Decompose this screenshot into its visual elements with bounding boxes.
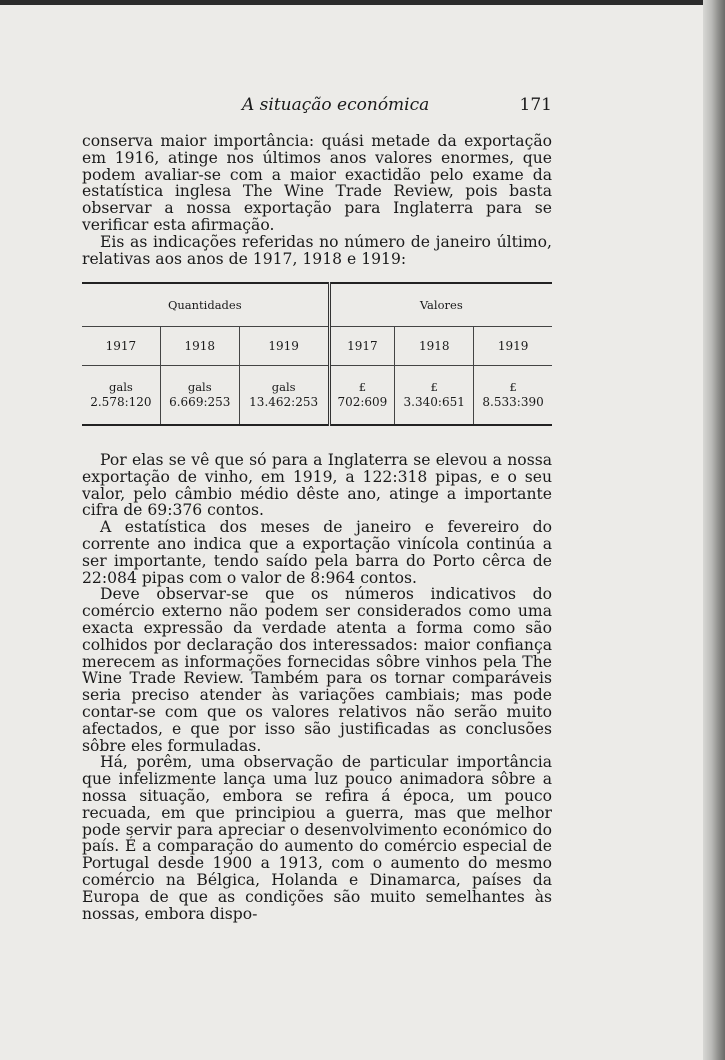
table-cell — [474, 366, 552, 426]
year-header: 1918 — [160, 327, 239, 366]
paragraph: Deve observar-se que os números indicativos do comércio externo não podem ser considerados como uma exacta expressão da verdade atenta a forma como são colhidos por declaração dos interessados: maior confiança merecem as informações fornecidas sôbre vinhos pela The Wine Trade Review. Também para os tornar comparáveis seria preciso atender às variações cambiais; mas pode contar-se com que os valores relativos não serão muito afectados, e que por isso são justificadas as conclusões sôbre eles formuladas. — [82, 585, 552, 755]
paragraph: conserva maior importância: quási metade da exportação em 1916, atinge nos últimos anos valores enormes, que podem avaliar-se com a maior exactidão pelo exame da estatística inglesa The Wine Trade Review, pois basta observar a nossa exportação para Inglaterra para se verificar esta afirmação. — [82, 132, 552, 234]
unit-label: £ — [358, 380, 367, 394]
table-cell — [82, 366, 160, 426]
paragraph: A estatística dos meses de janeiro e fevereiro do corrente ano indica que a exportação vinícola continúa a ser importante, tendo saído pela barra do Porto cêrca de 22:084 pipas com o valor de 8:964 contos. — [82, 518, 552, 587]
group-header-valores: Valores — [329, 283, 552, 327]
year-header: 1919 — [474, 327, 552, 366]
cell-value: 3.340:651 — [403, 395, 465, 409]
paragraph: Há, porêm, uma observação de particular importância que infelizmente lança uma luz pouco animadora sôbre a nossa situação, embora se refira á época, um pouco recuada, em que principiou a guerra, mas que melhor pode servir para apreciar o desenvolvimento económico do país. É a comparação do aumento do comércio especial de Portugal desde 1900 a 1913, com o aumento do mesmo comércio na Bélgica, Holanda e Dinamarca, países da Europa de que as condições são muito semelhantes às nossas, embora dispo- — [82, 753, 552, 923]
page-number: 171 — [519, 95, 552, 115]
year-header: 1917 — [82, 327, 160, 366]
year-header: 1917 — [329, 327, 395, 366]
cell-value: 6.669:253 — [169, 395, 231, 409]
unit-label: gals — [187, 380, 212, 394]
text-block-bottom — [82, 452, 552, 922]
page-top-edge — [0, 0, 725, 5]
cell-value: 8.533:390 — [482, 395, 544, 409]
cell-value: 702:609 — [337, 395, 388, 409]
unit-label: £ — [430, 380, 438, 394]
cell-value: 13.462:253 — [249, 395, 319, 409]
table-cell — [395, 366, 474, 426]
table-cell — [160, 366, 239, 426]
year-header: 1919 — [239, 327, 329, 366]
running-head: A situação económica — [242, 95, 430, 115]
cell-value: 2.578:120 — [90, 395, 152, 409]
export-table — [82, 282, 552, 426]
text-block-top — [82, 133, 552, 267]
year-header: 1918 — [395, 327, 474, 366]
unit-label: gals — [271, 380, 296, 394]
paragraph: Por elas se vê que só para a Inglaterra se elevou a nossa exportação de vinho, em 1919, a 122:318 pipas, e o seu valor, pelo câmbio médio dêste ano, atinge a importante cifra de 69:376 contos. — [82, 451, 552, 520]
table-cell — [239, 366, 329, 426]
page-header — [82, 95, 552, 121]
page-spine-shadow — [703, 0, 725, 1060]
unit-label: gals — [108, 380, 133, 394]
table-cell — [329, 366, 395, 426]
group-header-quantidades: Quantidades — [82, 283, 329, 327]
paragraph: Eis as indicações referidas no número de janeiro último, relativas aos anos de 1917, 1918 e 1919: — [82, 232, 552, 268]
unit-label: £ — [509, 380, 517, 394]
